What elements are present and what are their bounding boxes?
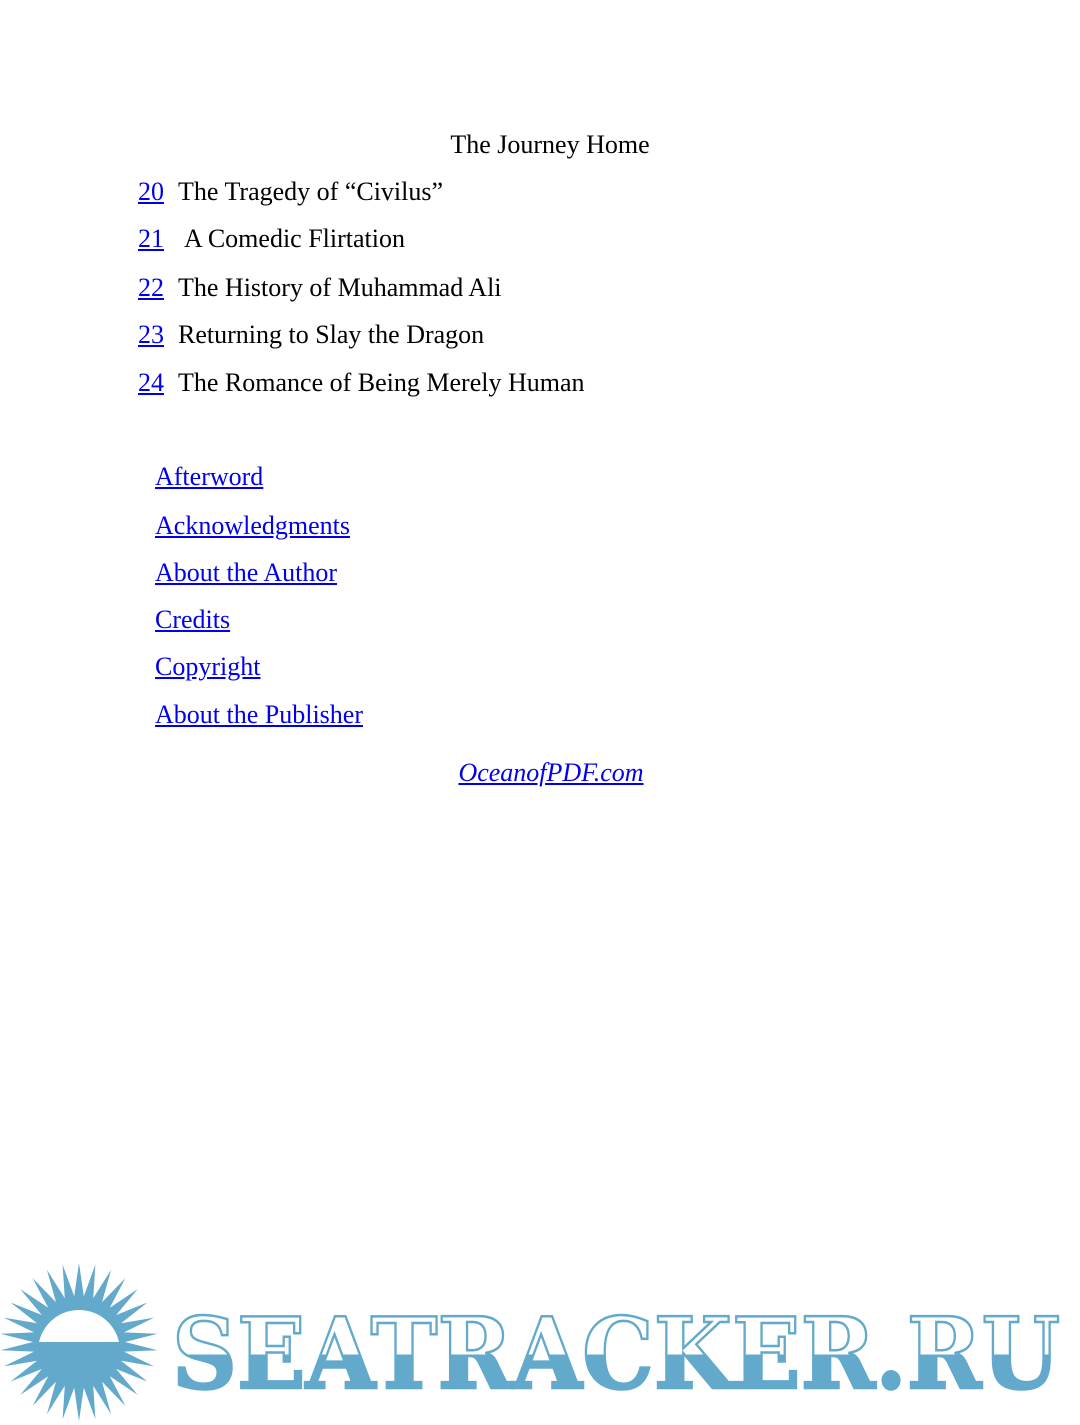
chapter-number-link[interactable]: 20 <box>138 177 164 206</box>
sun-burst-icon <box>0 1263 157 1421</box>
chapter-title: The Romance of Being Merely Human <box>178 368 585 397</box>
about-the-publisher-link[interactable]: About the Publisher <box>155 700 363 729</box>
chapter-title: The History of Muhammad Ali <box>178 273 502 302</box>
chapter-number-link[interactable]: 22 <box>138 273 164 302</box>
source-link-line <box>0 756 1080 790</box>
toc-chapter-23 <box>138 318 484 352</box>
chapter-title: The Tragedy of “Civilus” <box>178 177 444 206</box>
toc-chapter-21 <box>138 222 405 256</box>
about-the-author-link[interactable]: About the Author <box>155 558 337 587</box>
acknowledgments-link[interactable]: Acknowledgments <box>155 511 350 540</box>
chapter-number-link[interactable]: 21 <box>138 224 164 253</box>
chapter-title: Returning to Slay the Dragon <box>178 320 485 349</box>
toc-chapter-24 <box>138 366 585 400</box>
oceanofpdf-link[interactable]: OceanofPDF.com <box>458 758 644 787</box>
copyright-link[interactable]: Copyright <box>155 652 261 681</box>
part-title: The Journey Home <box>450 130 650 159</box>
credits-link[interactable]: Credits <box>155 605 231 634</box>
watermark-text: SEATRACKER.RU <box>172 1297 1060 1412</box>
toc-chapter-20 <box>138 175 443 209</box>
chapter-title: A Comedic Flirtation <box>184 224 405 253</box>
chapter-number-link[interactable]: 23 <box>138 320 164 349</box>
chapter-number-link[interactable]: 24 <box>138 368 164 397</box>
toc-chapter-22 <box>138 271 502 305</box>
watermark <box>0 1262 1080 1425</box>
afterword-link[interactable]: Afterword <box>155 462 264 491</box>
